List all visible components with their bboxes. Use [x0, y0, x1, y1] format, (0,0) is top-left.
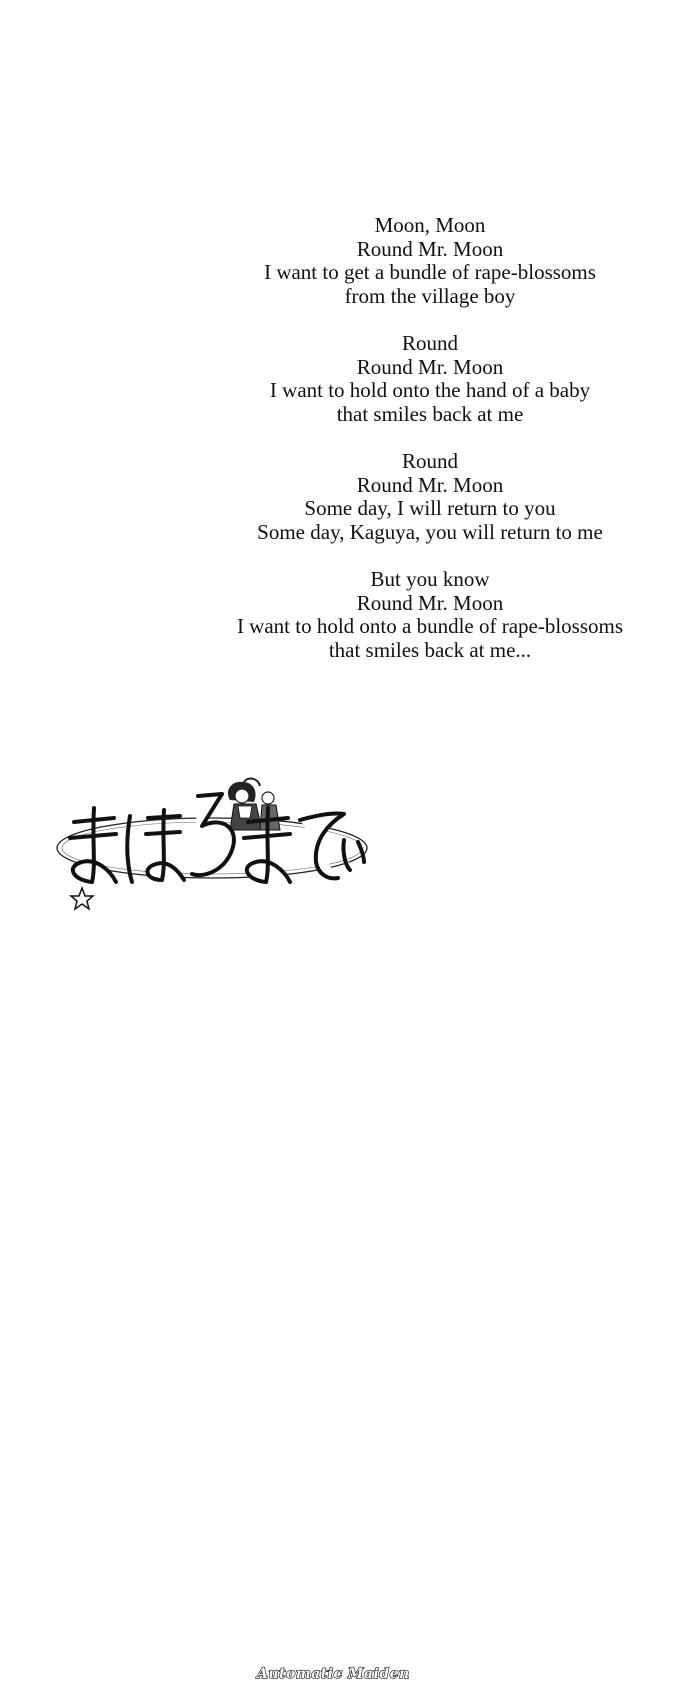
poem-line: that smiles back at me: [336, 401, 524, 426]
star-icon: [71, 888, 93, 909]
poem: [0, 214, 700, 686]
logo-artwork: [52, 770, 372, 920]
poem-line: Round: [401, 448, 458, 473]
poem-line: Some day, Kaguya, you will return to me: [257, 519, 603, 544]
poem-line: Round Mr. Moon: [356, 472, 504, 497]
poem-line: Round: [401, 330, 458, 355]
poem-line: I want to get a bundle of rape-blossoms: [264, 260, 596, 285]
stanza-3: [0, 450, 700, 544]
poem-line: Some day, I will return to you: [304, 496, 556, 521]
poem-line: I want to hold onto the hand of a baby: [269, 378, 591, 403]
stanza-2: [0, 332, 700, 426]
stanza-4: [0, 568, 700, 662]
poem-line: that smiles back at me...: [328, 637, 532, 662]
poem-line: But you know: [370, 566, 490, 591]
series-logo: [52, 770, 410, 1682]
poem-line: Moon, Moon: [374, 213, 486, 237]
poem-line: Round Mr. Moon: [356, 354, 504, 379]
poem-line: from the village boy: [344, 283, 516, 308]
poem-line: I want to hold onto a bundle of rape-blossoms: [236, 614, 624, 639]
poem-line: Round Mr. Moon: [356, 590, 504, 615]
stanza-1: [0, 214, 700, 308]
logo-subtitle: Automatic Maiden: [257, 1666, 410, 1682]
poem-line: Round Mr. Moon: [356, 236, 504, 261]
